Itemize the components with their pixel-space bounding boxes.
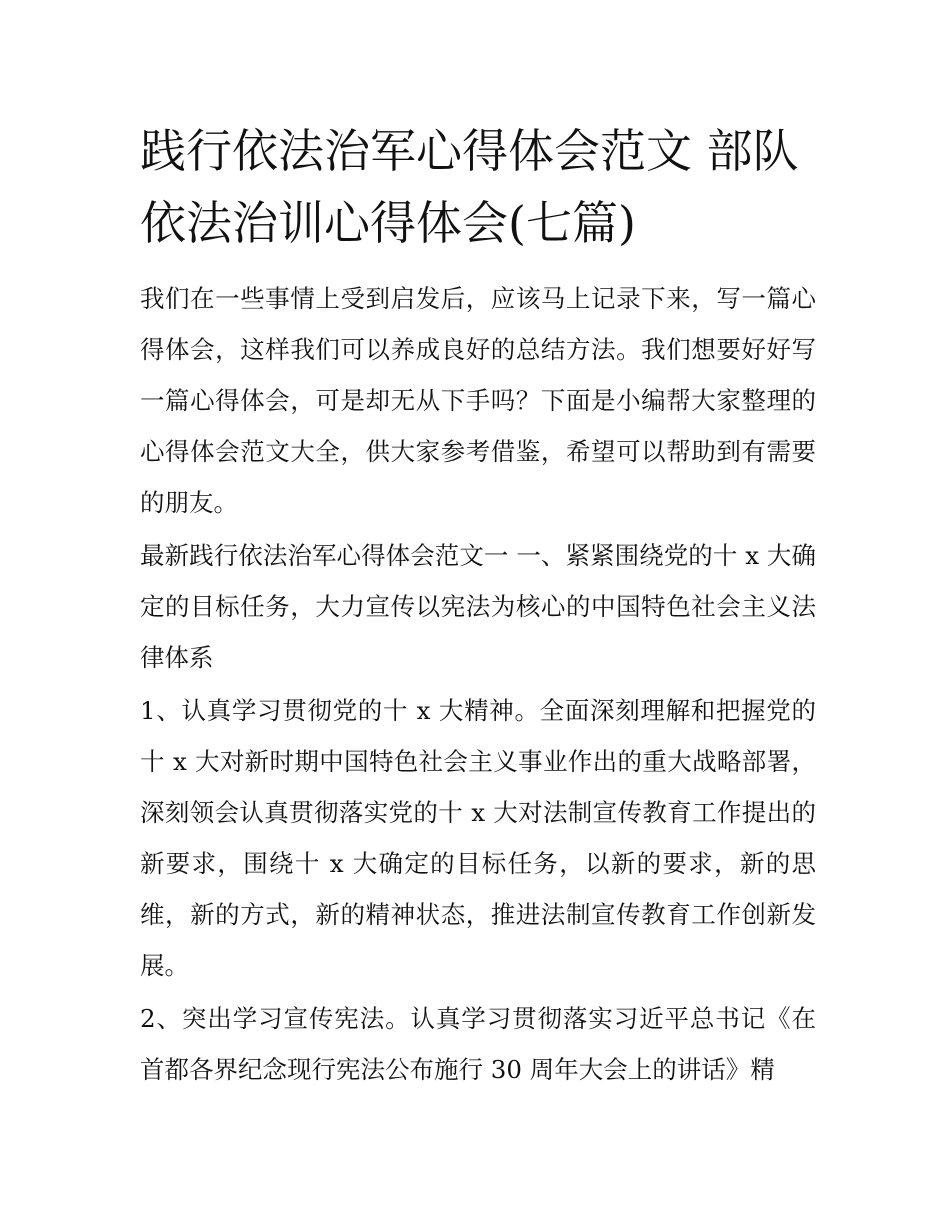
document-title: 践行依法治军心得体会范文 部队依法治训心得体会(七篇) bbox=[140, 124, 799, 250]
intro-paragraph: 我们在一些事情上受到启发后，应该马上记录下来，写一篇心得体会，这样我们可以养成良好的总结方法。我们想要好好写一篇心得体会，可是却无从下手吗？下面是小编帮大家整理的心得体会范文大全，供大家参考借鉴，希望可以帮助到有需要的朋友。 bbox=[140, 284, 816, 517]
point-1-paragraph: 1、认真学习贯彻党的十 x 大精神。全面深刻理解和把握党的十 x 大对新时期中国特色社会主义事业作出的重大战略部署，深刻领会认真贯彻落实党的十 x 大对法制宣传教育工作提出的新要求，围绕十 x 大确定的目标任务，以新的要求，新的思维，新的方式，新的精神状态，推进法制宣传教育工作创新发展。 bbox=[140, 696, 816, 980]
point-2-paragraph: 2、突出学习宣传宪法。认真学习贯彻落实习近平总书记《在首都各界纪念现行宪法公布施行 30 周年大会上的讲话》精 bbox=[140, 1004, 816, 1084]
document-body bbox=[140, 115, 816, 1097]
section-heading-paragraph: 最新践行依法治军心得体会范文一 一、紧紧围绕党的十 x 大确定的目标任务，大力宣传以宪法为核心的中国特色社会主义法律体系 bbox=[140, 541, 816, 672]
